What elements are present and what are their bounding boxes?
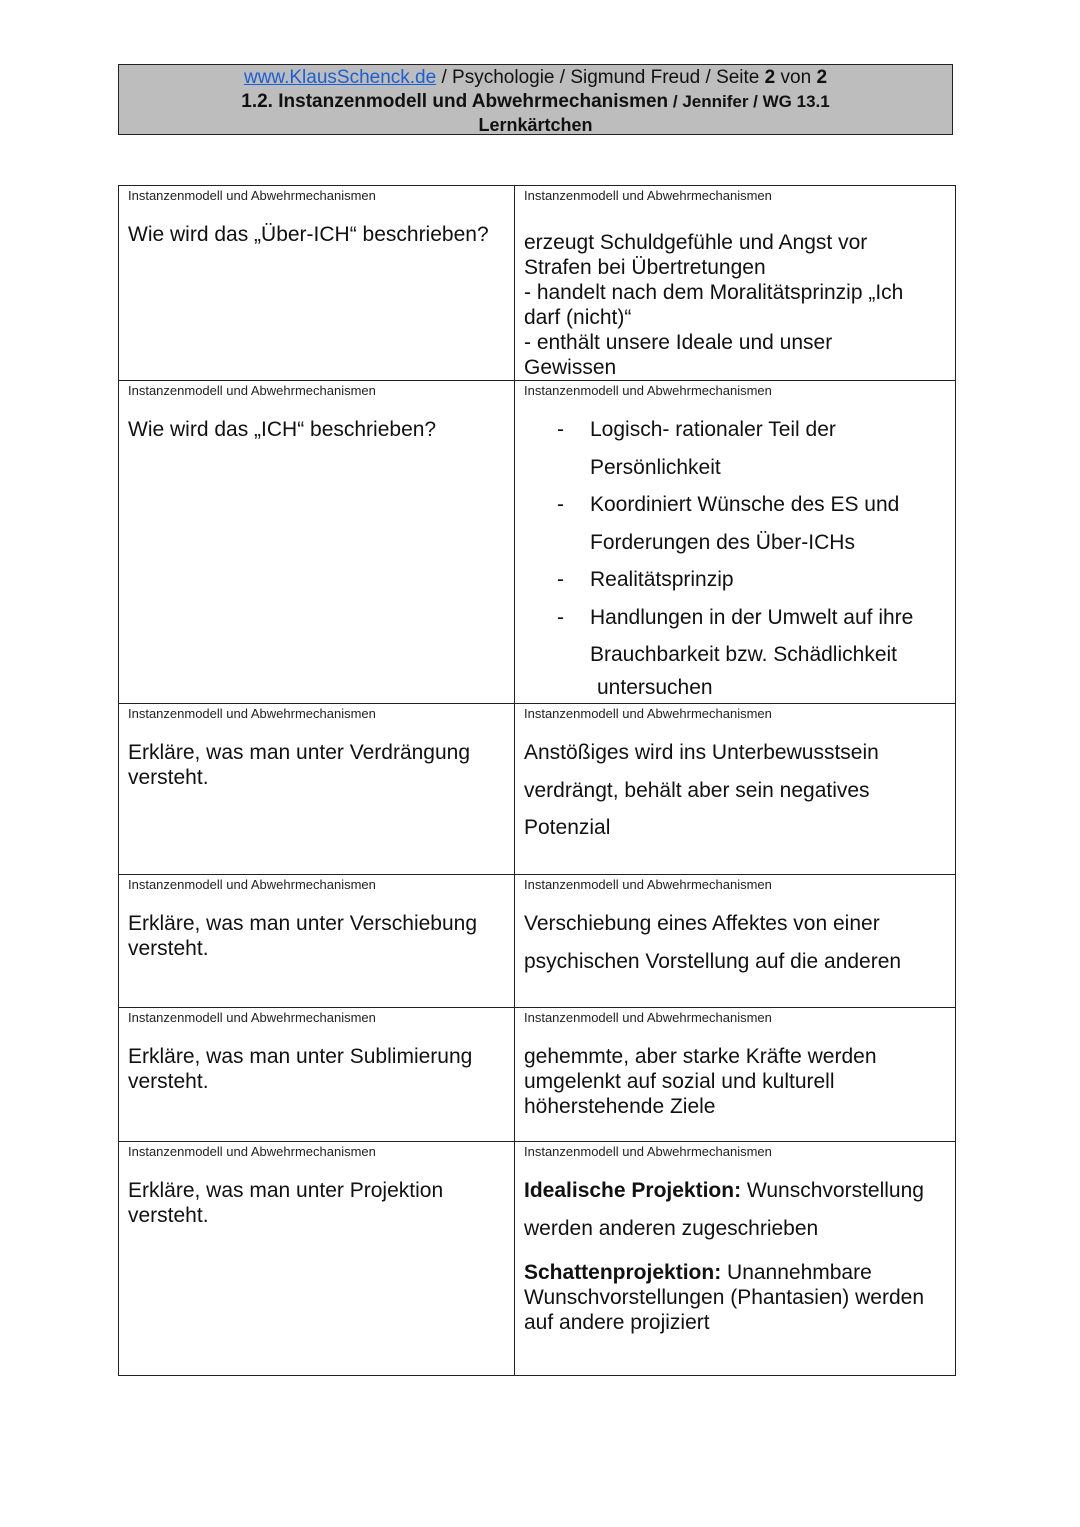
header-line-2 (119, 90, 952, 114)
card-question: Erkläre, was man unter Projektion versteht. (128, 1179, 444, 1227)
answer-cell (515, 875, 956, 1008)
list-item-continuation: untersuchen (597, 675, 713, 699)
question-cell (119, 875, 515, 1008)
question-cell (119, 381, 515, 704)
card-row (119, 186, 956, 381)
answer-cell (515, 1008, 956, 1142)
card-category: Instanzenmodell und Abwehrmechanismen (524, 383, 772, 398)
flashcard-table (118, 185, 956, 1376)
answer-cell (515, 381, 956, 704)
header-page-von: von (775, 67, 817, 88)
answer-text: Wunschvorstellung werden anderen zugeschrieben (524, 1179, 924, 1240)
header-line-3: Lernkärtchen (478, 115, 593, 135)
card-row (119, 1008, 956, 1142)
card-row (119, 875, 956, 1008)
question-cell (119, 1008, 515, 1142)
page-total: 2 (816, 67, 828, 88)
page-current: 2 (764, 67, 776, 88)
answer-text: Unannehmbare Wunschvorstellungen (Phantasien) werden auf andere projiziert (524, 1261, 925, 1334)
answer-cell (515, 186, 956, 381)
document-header (118, 64, 953, 135)
question-cell (119, 186, 515, 381)
card-question: Wie wird das „Über-ICH“ beschrieben? (128, 223, 489, 246)
answer-line: Gewissen (524, 356, 617, 379)
card-category: Instanzenmodell und Abwehrmechanismen (524, 1010, 772, 1025)
card-category: Instanzenmodell und Abwehrmechanismen (524, 706, 772, 721)
card-category: Instanzenmodell und Abwehrmechanismen (128, 1144, 376, 1159)
card-row (119, 1142, 956, 1376)
card-question: Wie wird das „ICH“ beschrieben? (128, 418, 437, 441)
card-question: Erkläre, was man unter Sublimierung versteht. (128, 1045, 473, 1093)
list-item: - Handlungen in der Umwelt auf ihre Brauchbarkeit bzw. Schädlichkeit (524, 599, 947, 674)
card-answer (524, 230, 947, 380)
card-category: Instanzenmodell und Abwehrmechanismen (524, 877, 772, 892)
header-line-1 (119, 66, 952, 90)
answer-line: erzeugt Schuldgefühle und Angst vor (524, 231, 868, 254)
card-row (119, 381, 956, 704)
website-link[interactable]: www.KlausSchenck.de (243, 67, 437, 88)
card-category: Instanzenmodell und Abwehrmechanismen (128, 877, 376, 892)
answer-line: darf (nicht)“ (524, 306, 632, 329)
card-category: Instanzenmodell und Abwehrmechanismen (524, 1144, 772, 1159)
answer-line: - handelt nach dem Moralitätsprinzip „Ich (524, 281, 904, 304)
list-item: - Realitätsprinzip (524, 561, 947, 599)
list-item: - Logisch- rationaler Teil der Persönlichkeit (524, 411, 947, 486)
card-question: Erkläre, was man unter Verschiebung versteht. (128, 912, 478, 960)
card-category: Instanzenmodell und Abwehrmechanismen (128, 706, 376, 721)
card-category: Instanzenmodell und Abwehrmechanismen (524, 188, 772, 203)
card-question: Erkläre, was man unter Verdrängung versteht. (128, 741, 471, 789)
card-answer: Verschiebung eines Affektes von einer psychischen Vorstellung auf die anderen (524, 912, 902, 973)
card-answer: gehemmte, aber starke Kräfte werden umgelenkt auf sozial und kulturell höherstehende Ziele (524, 1045, 877, 1118)
header-title: 1.2. Instanzenmodell und Abwehrmechanismen (241, 91, 669, 112)
answer-paragraph (524, 1172, 947, 1247)
card-category: Instanzenmodell und Abwehrmechanismen (128, 383, 376, 398)
answer-line: Strafen bei Übertretungen (524, 256, 766, 279)
card-answer (524, 1172, 947, 1335)
card-category: Instanzenmodell und Abwehrmechanismen (128, 188, 376, 203)
answer-bullet-list (524, 411, 947, 702)
card-category: Instanzenmodell und Abwehrmechanismen (128, 1010, 376, 1025)
answer-line: - enthält unsere Ideale und unser (524, 331, 833, 354)
answer-cell (515, 704, 956, 875)
header-path: / Psychologie / Sigmund Freud / Seite (436, 67, 765, 88)
answer-paragraph (524, 1260, 947, 1335)
question-cell (119, 704, 515, 875)
card-row (119, 704, 956, 875)
card-answer: Anstößiges wird ins Unterbewusstsein verdrängt, behält aber sein negatives Potenzial (524, 741, 879, 839)
answer-term: Idealische Projektion: (524, 1179, 742, 1202)
list-item: - Koordiniert Wünsche des ES und Forderungen des Über-ICHs (524, 486, 947, 561)
question-cell (119, 1142, 515, 1376)
answer-term: Schattenprojektion: (524, 1261, 722, 1284)
answer-cell (515, 1142, 956, 1376)
header-author: / Jennifer / WG 13.1 (668, 92, 830, 111)
